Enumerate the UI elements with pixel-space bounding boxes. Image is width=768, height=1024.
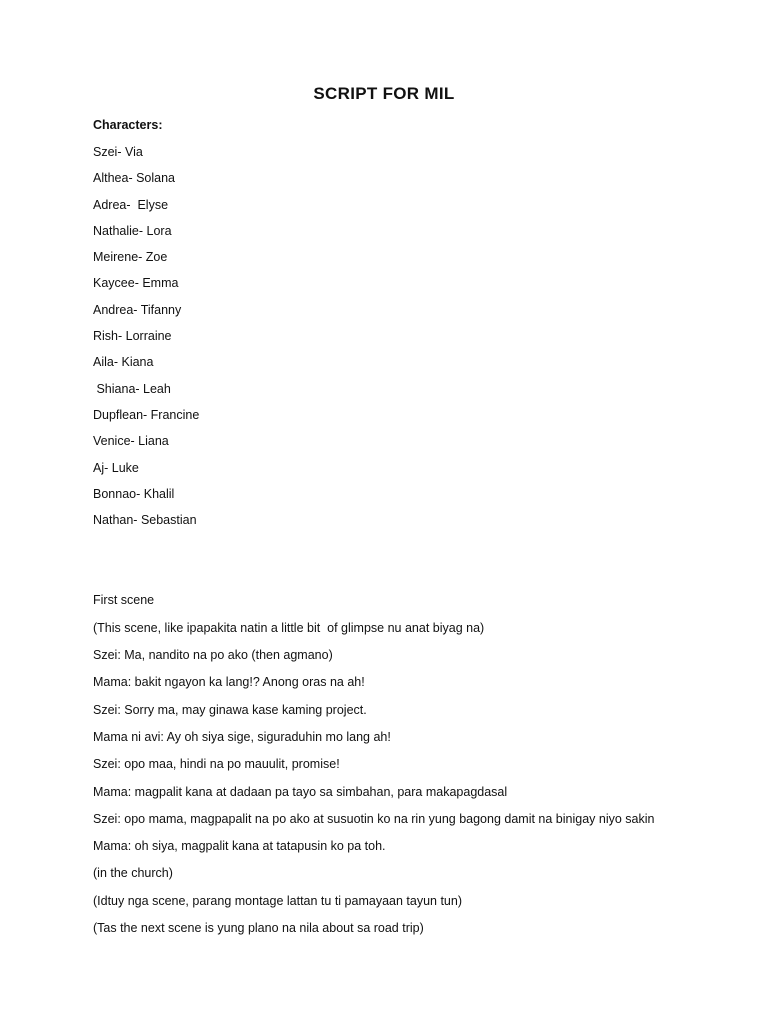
script-line: (Tas the next scene is yung plano na nila about sa road trip): [93, 921, 424, 936]
character-entry: Rish- Lorraine: [93, 329, 172, 344]
character-entry: Venice- Liana: [93, 434, 169, 449]
character-entry: Adrea- Elyse: [93, 197, 169, 212]
character-entry: Nathan- Sebastian: [93, 513, 197, 528]
character-entry: Aj- Luke: [93, 460, 139, 475]
script-line: (Idtuy nga scene, parang montage lattan tu ti pamayaan tayun tun): [93, 893, 462, 908]
character-entry: Kaycee- Emma: [93, 276, 179, 291]
character-entry: Aila- Kiana: [93, 355, 154, 370]
character-entry: Meirene- Zoe: [93, 250, 168, 265]
characters-heading: Characters:: [93, 118, 163, 132]
section-spacer: [93, 538, 733, 592]
character-entry: Dupflean- Francine: [93, 407, 200, 422]
character-entry: Nathalie- Lora: [93, 223, 172, 238]
character-entry: Bonnao- Khalil: [93, 486, 175, 501]
character-entry: Shiana- Leah: [93, 381, 171, 396]
characters-list: [93, 144, 733, 528]
script-line: Mama: bakit ngayon ka lang!? Anong oras na ah!: [93, 675, 365, 690]
scene-heading: First scene: [93, 593, 155, 608]
script-line: Szei: Sorry ma, may ginawa kase kaming project.: [93, 702, 367, 717]
script-line: Mama ni avi: Ay oh siya sige, siguraduhin mo lang ah!: [93, 729, 391, 744]
script-body: [93, 592, 733, 936]
script-line: Szei: Ma, nandito na po ako (then agmano): [93, 648, 333, 663]
script-line: Szei: opo maa, hindi na po mauulit, promise!: [93, 757, 340, 772]
script-line: (This scene, like ipapakita natin a little bit of glimpse nu anat biyag na): [93, 620, 485, 635]
document-body: [93, 117, 733, 947]
character-entry: Andrea- Tifanny: [93, 302, 182, 317]
script-line: (in the church): [93, 866, 173, 881]
script-line: Mama: magpalit kana at dadaan pa tayo sa simbahan, para makapagdasal: [93, 784, 508, 799]
script-line: Szei: opo mama, magpapalit na po ako at susuotin ko na rin yung bagong damit na binigay niyo sakin: [93, 811, 655, 826]
character-entry: Szei- Via: [93, 145, 143, 159]
script-line: Mama: oh siya, magpalit kana at tatapusin ko pa toh.: [93, 839, 386, 854]
character-entry: Althea- Solana: [93, 171, 176, 186]
document-title: SCRIPT FOR MIL: [313, 84, 455, 103]
